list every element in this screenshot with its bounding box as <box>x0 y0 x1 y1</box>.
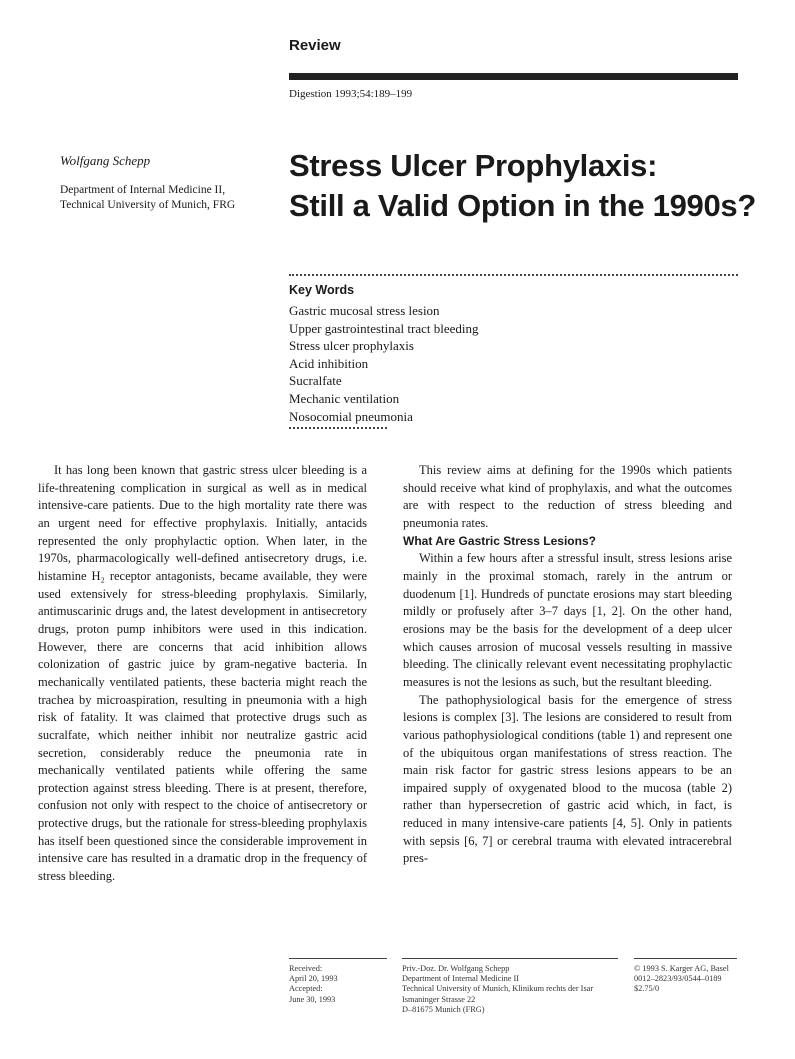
header-rule <box>289 73 738 80</box>
footer-line: Technical University of Munich, Klinikum rechts der Isar <box>402 984 594 994</box>
footer-line: Department of Internal Medicine II <box>402 974 520 984</box>
footer-rule <box>402 958 618 959</box>
dotted-divider <box>289 274 738 276</box>
footer-line: Received: <box>289 964 323 973</box>
footer-line: Accepted: <box>289 984 323 994</box>
section-label: Review <box>289 37 341 54</box>
affiliation-line: Department of Internal Medicine II, <box>60 184 226 196</box>
footer-line: June 30, 1993 <box>289 994 336 1004</box>
section-heading: What Are Gastric Stress Lesions? <box>403 533 596 548</box>
body-paragraph: This review aims at defining for the 1990s which patients should receive what kind of prophylaxis, and what the outcomes are with respect to the reduction of stress bleeding and pneumonia rates. <box>403 463 732 530</box>
author-name: Wolfgang Schepp <box>60 153 151 168</box>
key-word: Sucralfate <box>289 373 342 389</box>
footer-copyright <box>634 964 729 995</box>
title-line: Still a Valid Option in the 1990s? <box>289 188 756 223</box>
footer-line: D–81675 Munich (FRG) <box>402 1004 485 1014</box>
key-word: Nosocomial pneumonia <box>289 408 413 424</box>
journal-citation: Digestion 1993;54:189–199 <box>289 88 413 100</box>
key-word: Stress ulcer prophylaxis <box>289 338 414 354</box>
footer-rule <box>634 958 737 959</box>
footer-rule <box>289 958 387 959</box>
footer-dates <box>289 964 338 1005</box>
footer-line: $2.75/0 <box>634 984 660 994</box>
body-paragraph: Within a few hours after a stressful insult, stress lesions arise mainly in the proximal stomach, rarely in the antrum or duodenum [1]. Hundreds of punctate erosions may start bleeding mildly or profusely after 3–7 days [1, 2]. On the other hand, erosions may be the basis for the development of a deep ulcer which causes arrosion of mucosal vessels resulting in massive bleeding. The clinically relevant event necessitating prophylactic measures is not the lesions as such, but the resultant bleeding. <box>403 551 732 689</box>
body-column-left <box>38 462 367 886</box>
footer-line: 0012–2823/93/0544–0189 <box>634 974 722 984</box>
footer-line: Ismaninger Strasse 22 <box>402 994 476 1004</box>
article-title <box>289 146 759 226</box>
footer-line: © 1993 S. Karger AG, Basel <box>634 964 729 973</box>
title-line: Stress Ulcer Prophylaxis: <box>289 148 658 183</box>
key-word: Mechanic ventilation <box>289 390 400 406</box>
footer-line: April 20, 1993 <box>289 974 338 984</box>
body-paragraph: The pathophysiological basis for the emergence of stress lesions is complex [3]. The lesions are considered to result from various pathophysiological conditions (table 1) and represent one of the ubiquitous organ manifestations of stress reaction. The main risk factor for gastric stress lesions appears to be an impaired supply of oxygenated blood to the mucosa (table 2) rather than hypersecretion of gastric acid which, in fact, is reduced in many intensive-care patients [4, 5]. Only in patients with sepsis [6, 7] or cerebral trauma with elevated intracerebral pres- <box>403 692 732 866</box>
key-word: Acid inhibition <box>289 355 369 371</box>
key-words-heading: Key Words <box>289 283 355 297</box>
affiliation-line: Technical University of Munich, FRG <box>60 199 236 211</box>
body-paragraph: It has long been known that gastric stress ulcer bleeding is a life-threatening complication in surgical as well as in medical intensive-care patients. Due to the high mortality rate there was an urgent need for effective prophylaxis. Initially, antacids represented the only prophylactic option. When later, in the 1970s, pharmacologically well-defined antisecretory drugs, i.e. histamine H₂ receptor antagonists, became available, they were used extensively for stress-bleeding prophylaxis. Similarly, antimuscarinic drugs and, the latest development in antisecretory drugs, proton pump inhibitors were used in this indication. However, there are concerns that acid inhibition allows colonization of gastric juice by gram-negative bacteria. In mechanically ventilated patients, these bacteria might reach the trachea by microaspiration, resulting in pneumonia with a high risk of fatality. It was claimed that protective drugs such as sucralfate, which neither inhibit nor neutralize gastric acid secretion, considerably reduce the pneumonia rate in mechanically ventilated patients while offering the same protection against stress bleeding. There is at present, therefore, confusion not only with respect to the choice of antisecretory or protective drugs, but the rationale for stress-bleeding prophylaxis has itself been questioned since the considerable improvement in intensive care has resulted in a dramatic drop in the frequency of stress bleeding. <box>38 463 367 884</box>
dotted-divider <box>289 427 387 429</box>
author-affiliation <box>60 183 270 213</box>
key-word: Gastric mucosal stress lesion <box>289 303 440 318</box>
footer-address <box>402 964 593 1015</box>
key-words-list <box>289 302 479 425</box>
body-column-right <box>403 462 732 868</box>
key-word: Upper gastrointestinal tract bleeding <box>289 320 479 336</box>
footer-line: Priv.-Doz. Dr. Wolfgang Schepp <box>402 964 510 973</box>
